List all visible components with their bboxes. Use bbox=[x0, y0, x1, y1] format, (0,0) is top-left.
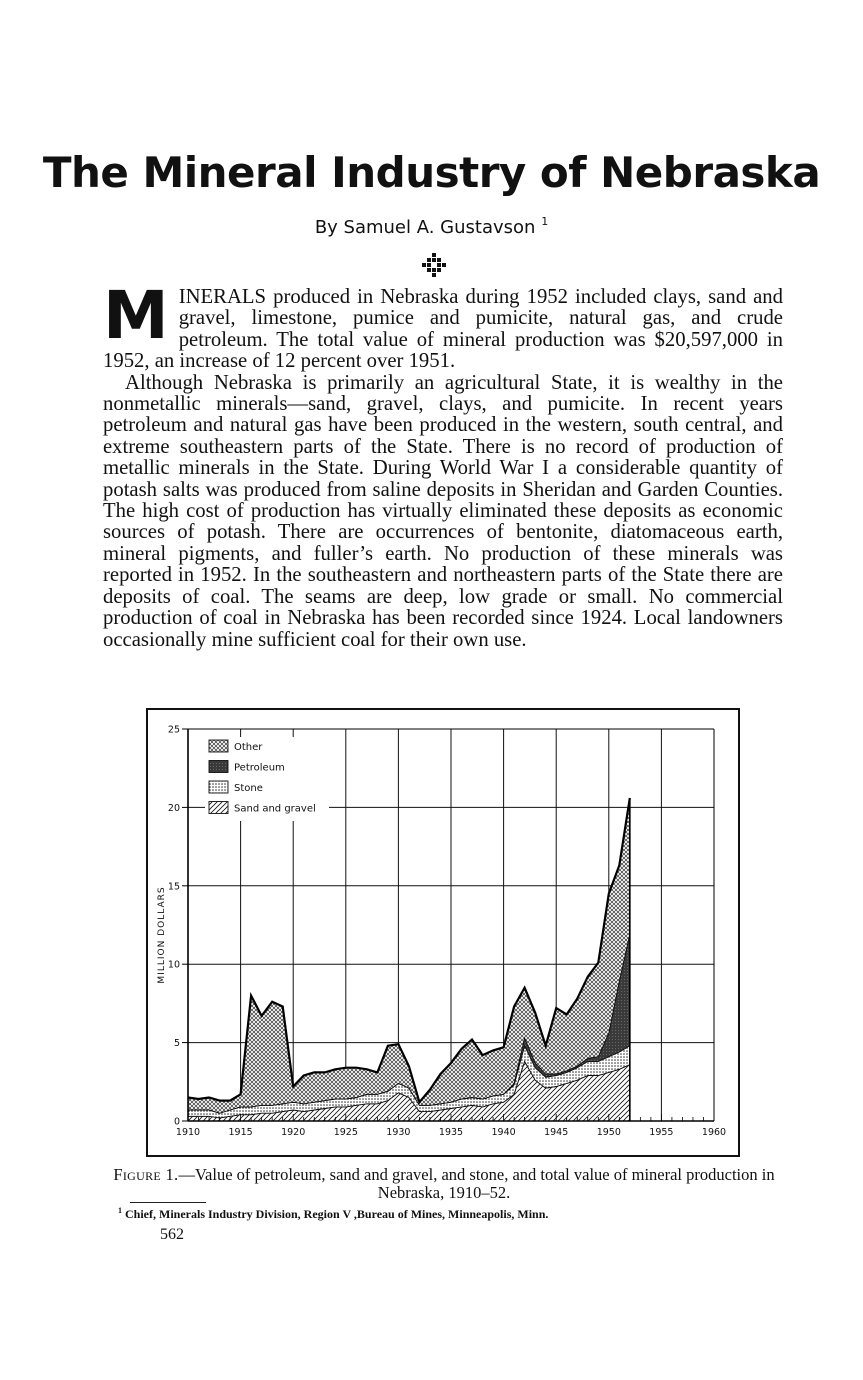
x-tick-label: 1940 bbox=[491, 1127, 516, 1138]
legend-swatch-stone bbox=[209, 781, 228, 793]
figure-label: Figure 1. bbox=[113, 1165, 179, 1184]
legend-swatch-sand-and-gravel bbox=[209, 802, 228, 814]
paragraph-1-text: INERALS produced in Nebraska during 1952 included clays, sand and gravel, limestone, pumice and pumicite, natural gas, and crude petroleum. The total value of mineral production was $20,597,000 in 1952, an increase of 12 percent over 1951. bbox=[103, 286, 783, 373]
footnote-text: Chief, Minerals Industry Division, Region V ,Bureau of Mines, Minneapolis, Minn. bbox=[122, 1207, 549, 1221]
y-axis-label: MILLION DOLLARS bbox=[157, 886, 167, 984]
figure-1-chart bbox=[146, 708, 740, 1158]
byline bbox=[0, 217, 863, 238]
legend-label-stone: Stone bbox=[234, 783, 263, 794]
y-tick-label: 0 bbox=[173, 1116, 180, 1128]
x-tick-label: 1930 bbox=[386, 1127, 411, 1138]
legend-label-sand-and-gravel: Sand and gravel bbox=[234, 803, 316, 815]
x-tick-label: 1935 bbox=[438, 1127, 464, 1138]
legend-label-petroleum: Petroleum bbox=[234, 762, 285, 774]
footnote-mark: 1 bbox=[118, 1206, 122, 1215]
chart-legend bbox=[205, 737, 329, 821]
legend-label-other: Other bbox=[234, 742, 263, 753]
paragraph-1 bbox=[103, 277, 783, 373]
y-tick-label: 15 bbox=[167, 881, 180, 893]
footnote bbox=[118, 1206, 548, 1222]
page-number: 562 bbox=[160, 1226, 184, 1243]
x-tick-label: 1910 bbox=[175, 1127, 201, 1138]
article-title: The Mineral Industry of Nebraska bbox=[42, 148, 821, 197]
y-tick-label: 25 bbox=[167, 724, 180, 736]
paragraph-2: Although Nebraska is primarily an agricultural State, it is wealthy in the nonmetallic minerals—sand, gravel, clays, and pumicite. In recent years petroleum and natural gas have been produced in the western, south central, and extreme southeastern parts of the State. There is no record of production of metallic minerals in the State. During World War I a considerable quantity of potash salts was produced from saline deposits in Sheridan and Garden Counties. The high cost of production has virtually eliminated these deposits as economic sources of potash. There are occurrences of bentonite, diatomaceous earth, mineral pigments, and fuller’s earth. No production of these minerals was reported in 1952. In the southeastern and northeastern parts of the State there are deposits of coal. The seams are deep, low grade or small. No commercial production of coal in Nebraska has been recorded since 1924. Local landowners occasionally mine sufficient coal for their own use. bbox=[103, 371, 783, 651]
figure-caption bbox=[104, 1166, 784, 1202]
caption-text: —Value of petroleum, sand and gravel, and stone, and total value of mineral production in Nebraska, 1910–52. bbox=[178, 1165, 775, 1202]
x-tick-label: 1945 bbox=[544, 1127, 569, 1138]
legend-swatch-other bbox=[209, 740, 228, 752]
y-tick-label: 10 bbox=[167, 959, 180, 971]
x-tick-label: 1925 bbox=[333, 1127, 358, 1138]
x-tick-label: 1915 bbox=[228, 1127, 253, 1138]
y-tick-label: 5 bbox=[173, 1038, 180, 1050]
article-body bbox=[103, 277, 783, 651]
x-tick-label: 1955 bbox=[649, 1127, 674, 1138]
drop-cap: M bbox=[103, 277, 169, 354]
legend-swatch-petroleum bbox=[209, 761, 228, 773]
y-tick-label: 20 bbox=[167, 802, 180, 814]
ornament-icon bbox=[421, 252, 447, 278]
x-tick-label: 1950 bbox=[596, 1127, 621, 1138]
x-tick-label: 1960 bbox=[701, 1127, 727, 1138]
author-footnote-mark: 1 bbox=[541, 215, 549, 228]
footnote-rule bbox=[130, 1202, 206, 1203]
x-tick-label: 1920 bbox=[281, 1127, 306, 1138]
author-name: By Samuel A. Gustavson bbox=[314, 217, 536, 238]
chart-areas bbox=[188, 798, 630, 1121]
